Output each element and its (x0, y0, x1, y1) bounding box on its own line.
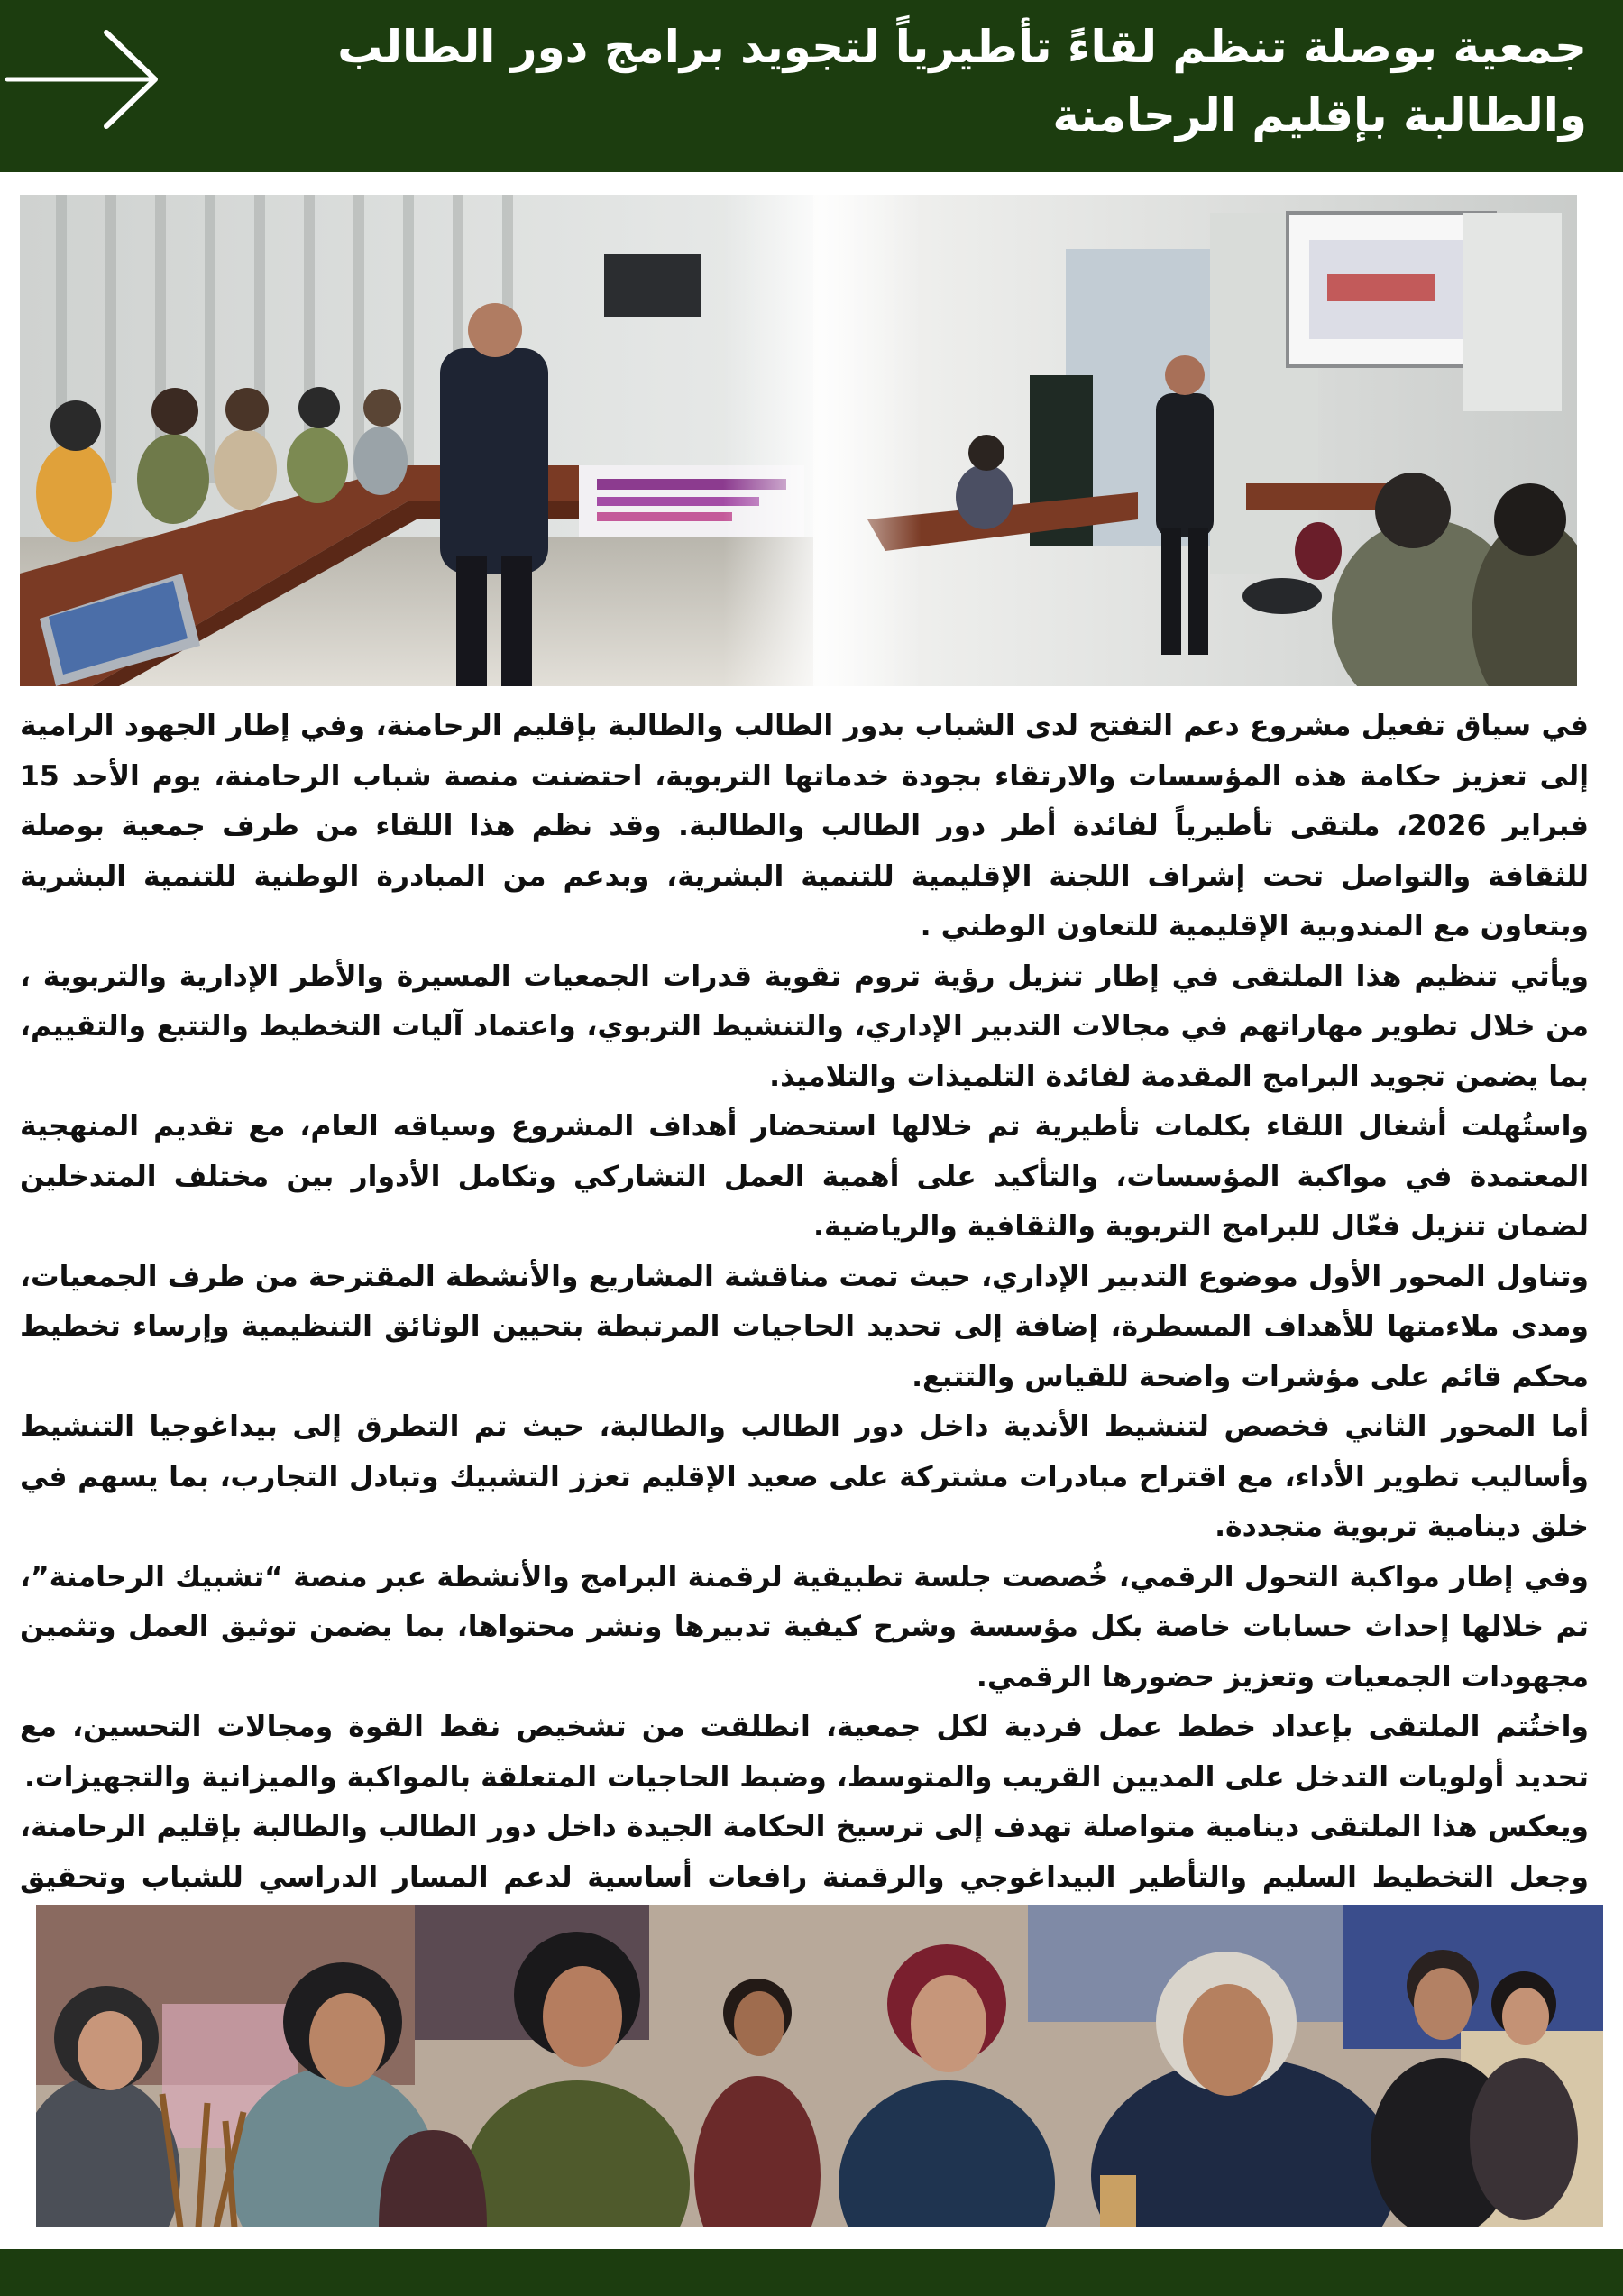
article-paragraph: أما المحور الثاني فخصص لتنشيط الأندية داخل دور الطالب والطالبة، حيث تم التطرق إلى بيداغوجيا التنشيط وأساليب تطوير الأداء، مع اقتراح مبادرات مشتركة على صعيد الإقليم تعزز التشبيك وتبادل التجارب، بما يسهم في خلق دينامية تربوية متجددة. (20, 1410, 1589, 1543)
article-paragraph: في سياق تفعيل مشروع دعم التفتح لدى الشباب بدور الطالب والطالبة بإقليم الرحامنة، وفي إطار الجهود الرامية إلى تعزيز حكامة هذه المؤسسات والارتقاء بجودة خدماتها التربوية، احتضنت منصة شباب الرحامنة، يوم الأحد 15 فبراير 2026، ملتقى تأطيرياً لفائدة أطر دور الطالب والطالبة. وقد نظم هذا اللقاء من طرف جمعية بوصلة للثقافة والتواصل تحت إشراف اللجنة الإقليمية للتنمية البشرية، وبدعم من المبادرة الوطنية للتنمية البشرية وبتعاون مع المندوبية الإقليمية للتعاون الوطني . (20, 710, 1589, 942)
article-paragraph: وفي إطار مواكبة التحول الرقمي، خُصصت جلسة تطبيقية لرقمنة البرامج والأنشطة عبر منصة “تشبيك الرحامنة”، تم خلالها إحداث حسابات خاصة بكل مؤسسة وشرح كيفية تدبيرها ونشر محتواها، بما يضمن توثيق العمل وتثمين مجهودات الجمعيات وتعزيز حضورها الرقمي. (20, 1560, 1589, 1694)
participants-photo (36, 1905, 1603, 2227)
header-banner (0, 0, 1623, 172)
article-paragraph: وتناول المحور الأول موضوع التدبير الإداري، حيث تمت مناقشة المشاريع والأنشطة المقترحة من طرف الجمعيات، ومدى ملاءمتها للأهداف المسطرة، إضافة إلى تحديد الحاجيات المرتبطة بتحيين الوثائق التنظيمية وإرساء تخطيط محكم قائم على مؤشرات واضحة للقياس والتتبع. (20, 1260, 1589, 1393)
article-body (20, 702, 1589, 1953)
arrow-right-icon (0, 25, 167, 133)
article-paragraph: واختُتم الملتقى بإعداد خطط عمل فردية لكل جمعية، انطلقت من تشخيص نقط القوة ومجالات التحسين، مع تحديد أولويات التدخل على المديين القريب والمتوسط، وضبط الحاجيات المتعلقة بالمواكبة والميزانية والتجهيزات. (20, 1711, 1589, 1794)
meeting-room-photo (20, 195, 1577, 686)
article-paragraph: واستُهلت أشغال اللقاء بكلمات تأطيرية تم خلالها استحضار أهداف المشروع وسياقه العام، مع تقديم المنهجية المعتمدة في مواكبة المؤسسات، والتأكيد على أهمية العمل التشاركي وتكامل الأدوار بين مختلف المتدخلين لضمان تنزيل فعّال للبرامج التربوية والثقافية والرياضية. (20, 1110, 1589, 1243)
page-title: جمعية بوصلة تنظم لقاءً تأطيرياً لتجويد برامج دور الطالب والطالبة بإقليم الرحامنة (337, 21, 1587, 142)
footer-bar (0, 2249, 1623, 2296)
article-paragraph: ويعكس هذا الملتقى دينامية متواصلة تهدف إلى ترسيخ الحكامة الجيدة داخل دور الطالب والطالبة بإقليم الرحامنة، وجعل التخطيط السليم والتأطير البيداغوجي والرقمنة رافعات أساسية لدعم المسار الدراسي للشباب وتحقيق (20, 1811, 1589, 1894)
article-paragraph: ويأتي تنظيم هذا الملتقى في إطار تنزيل رؤية تروم تقوية قدرات الجمعيات المسيرة والأطر الإدارية والتربوية ، من خلال تطوير مهاراتهم في مجالات التدبير الإداري، والتنشيط التربوي، واعتماد آليات التخطيط والتتبع والتقييم، بما يضمن تجويد البرامج المقدمة لفائدة التلميذات والتلاميذ. (20, 960, 1589, 1093)
